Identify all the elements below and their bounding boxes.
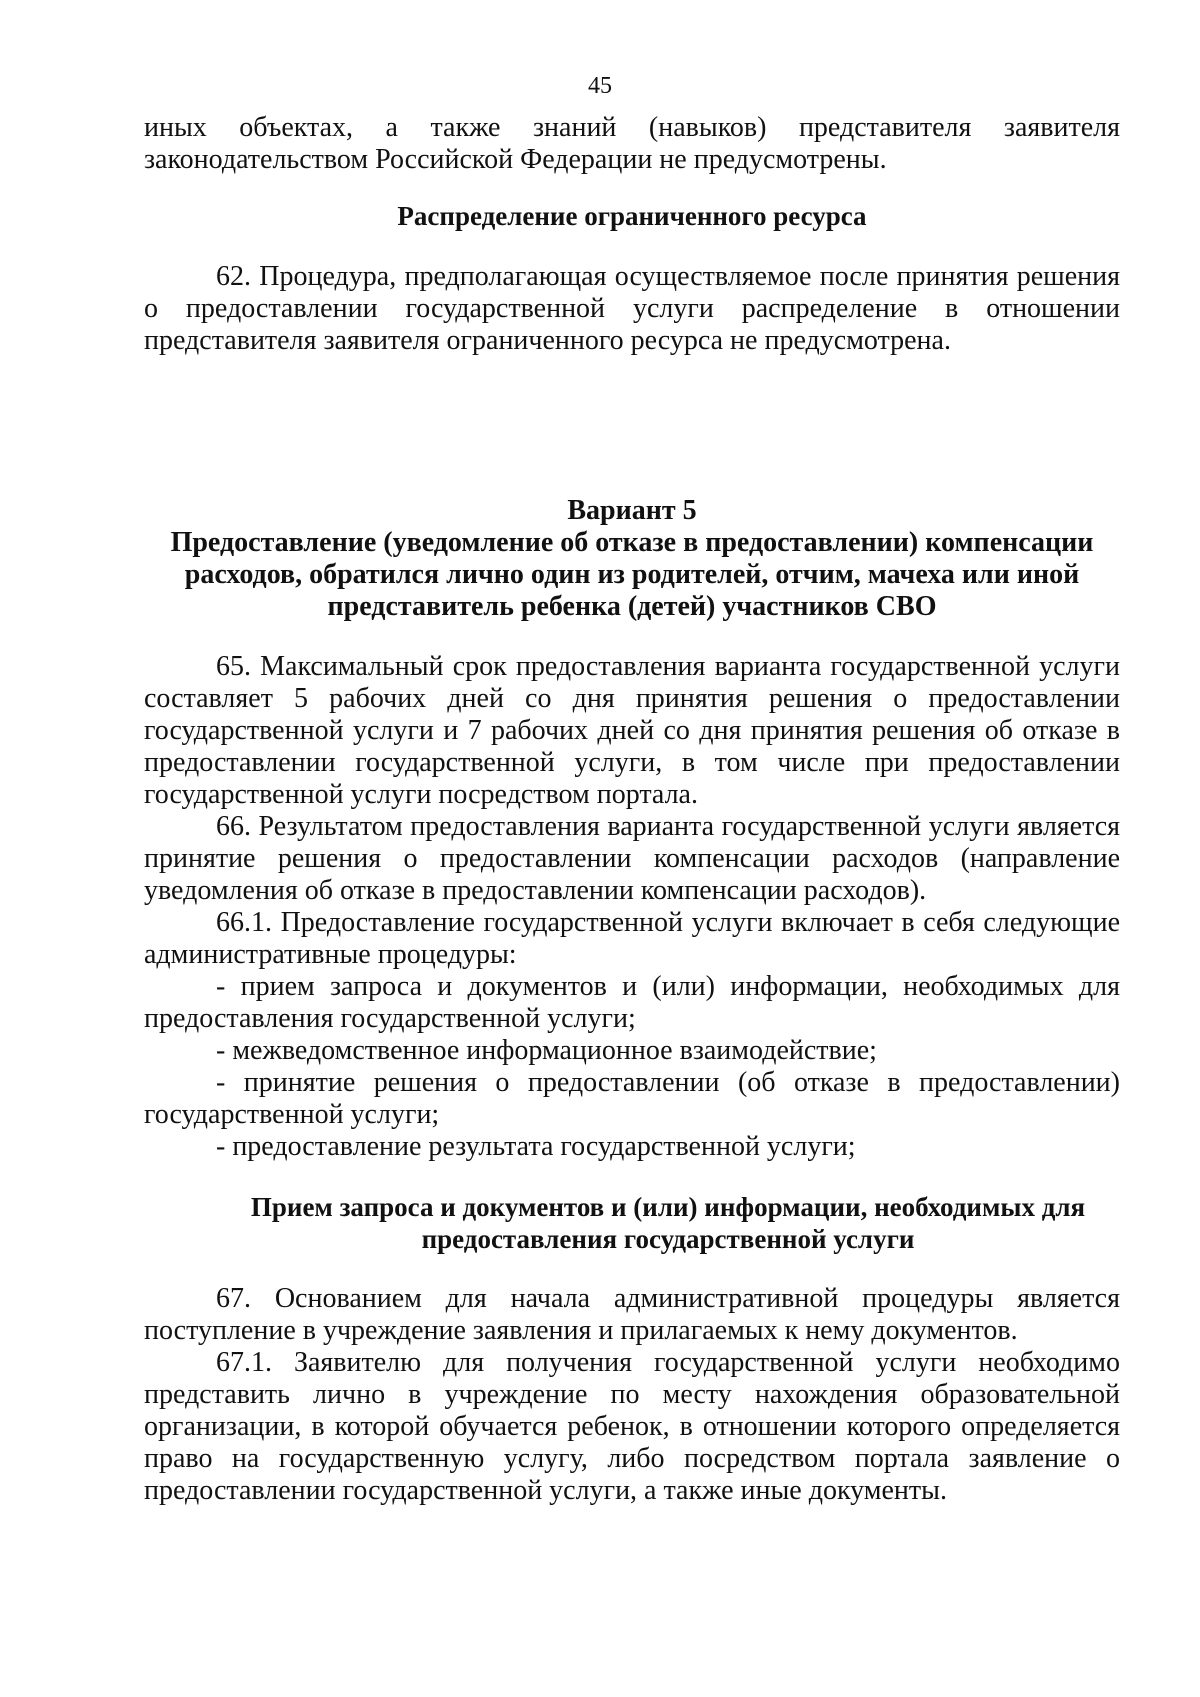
paragraph-65: 65. Максимальный срок предоставления варианта государственной услуги составляет 5 рабочих дней со дня принятия решения о предоставлении государственной услуги и 7 рабочих дней со дня принятия решения об отказе в предоставлении государственной услуги, в том числе при предоставлении государственной услуги посредством портала. <box>144 651 1120 810</box>
paragraph-67-1: 67.1. Заявителю для получения государственной услуги необходимо представить лично в учреждение по месту нахождения образовательной организации, в которой обучается ребенок, в отношении которого определяется право на государственную услугу, либо посредством портала заявление о предоставлении государственной услуги, а также иные документы. <box>144 1347 1120 1506</box>
variant-title: Вариант 5 <box>567 495 697 526</box>
variant-subtitle: Предоставление (уведомление об отказе в предоставлении) компенсации расходов, обратился лично один из родителей, отчим, мачеха или иной представитель ребенка (детей) участников СВО <box>170 527 1094 622</box>
page-content <box>144 112 1120 1507</box>
page-number: 45 <box>588 73 612 99</box>
paragraph-62: 62. Процедура, предполагающая осуществляемое после принятия решения о предоставлении государственной услуги распределение в отношении представителя заявителя ограниченного ресурса не предусмотрена. <box>144 261 1120 356</box>
paragraph-66-1: 66.1. Предоставление государственной услуги включает в себя следующие административные процедуры: <box>144 907 1120 970</box>
intro-paragraph: иных объектах, а также знаний (навыков) представителя заявителя законодательством Российской Федерации не предусмотрены. <box>144 112 1120 175</box>
list-item: - межведомственное информационное взаимодействие; <box>216 1035 877 1066</box>
resource-heading: Распределение ограниченного ресурса <box>397 201 867 231</box>
request-heading: Прием запроса и документов и (или) информации, необходимых для предоставления государственной услуги <box>250 1192 1086 1254</box>
list-item: - принятие решения о предоставлении (об отказе в предоставлении) государственной услуги; <box>144 1067 1120 1130</box>
list-item: - прием запроса и документов и (или) информации, необходимых для предоставления государственной услуги; <box>144 971 1120 1034</box>
list-item: - предоставление результата государственной услуги; <box>216 1131 856 1162</box>
paragraph-66: 66. Результатом предоставления варианта государственной услуги является принятие решения о предоставлении компенсации расходов (направление уведомления об отказе в предоставлении компенсации расходов). <box>144 811 1120 906</box>
paragraph-67: 67. Основанием для начала административной процедуры является поступление в учреждение заявления и прилагаемых к нему документов. <box>144 1283 1120 1346</box>
